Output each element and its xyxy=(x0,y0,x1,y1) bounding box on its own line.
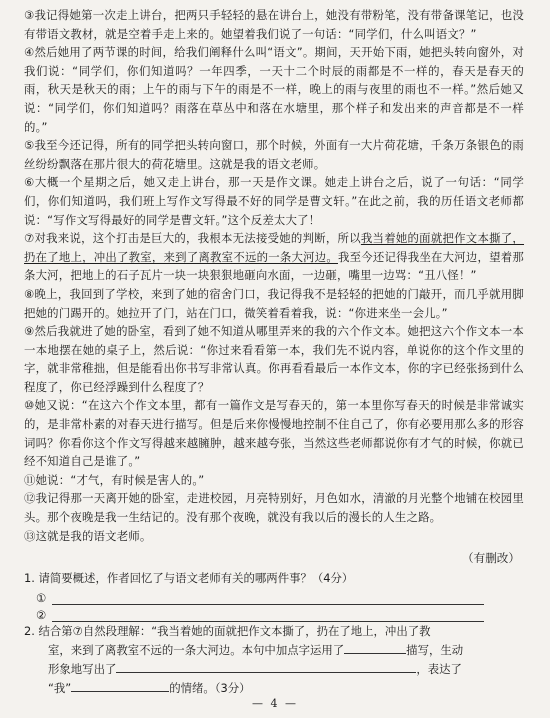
q2-blank-image[interactable] xyxy=(116,660,416,673)
paragraph-7-intro: ⑦对我来说，这个打击是巨大的，我根本无法接受她的判断，所以 xyxy=(24,231,361,246)
answer-blank-1[interactable] xyxy=(52,592,484,605)
answer-line-2[interactable] xyxy=(36,605,524,622)
paragraph-7 xyxy=(24,229,524,285)
paragraph-10: ⑩她又说：“在这六个作文本里，都有一篇作文是写春天的，第一本里你写春天的时候是非常诚实的，是非常朴素的对春天进行描写。但是后来你慢慢地控制不住自己了，你有必要用那么多的形容词吗？你看你这个作文写得越来越臃肿，越来越夸张，当然这些老师都说你有才气的时候，你就已经不知道自己是谁了。” xyxy=(24,398,524,469)
paragraph-8: ⑧晚上，我回到了学校，来到了她的宿舍门口，我记得我不是轻轻的把她的门敲开，而几乎就用脚把她的门踢开的。她拉开了门，站在门口，微笑着看着我，说：“你进来坐一会儿。” xyxy=(24,286,524,320)
answer-marker-1: ① xyxy=(36,591,47,606)
question-2-line-1: 2. 结合第⑦自然段理解：“我当着她的面就把作文本撕了，扔在了地上，冲出了教 xyxy=(24,624,431,639)
answer-line-1[interactable] xyxy=(36,588,524,605)
q2-text-a: 室，来到了离教室不远的一条大河边。本句中加点字运用了 xyxy=(48,643,345,658)
answer-blank-2[interactable] xyxy=(52,609,484,622)
page-number: — 4 — xyxy=(252,697,298,710)
paragraph-7-rest: 我至今还记得我坐在大河边，望着那条大河，把地上的石子瓦片一块一块狠狠地砸向水面，一边砸，嘴里一边骂：“丑八怪！” xyxy=(24,249,525,283)
q2-blank-emotion[interactable] xyxy=(71,679,169,692)
question-1: 1. 请简要概述，作者回忆了与语文老师有关的哪两件事？（4分） xyxy=(24,571,354,586)
paragraph-6: ⑥大概一个星期之后，她又走上讲台，那一天是作文课。她走上讲台之后，说了一句话：“同学们，你们知道吗，我们班上写作文写得最不好的同学是曹文轩。”在此之前，我的历任语文老师都说：“写作文写得最好的同学是曹文轩。”这个反差太大了！ xyxy=(24,175,524,227)
source-note: （有删改） xyxy=(462,551,520,566)
question-2-line-4 xyxy=(24,679,524,698)
paragraph-13: ⑬这就是我的语文老师。 xyxy=(24,528,152,543)
q2-text-f: 的情绪。（3分） xyxy=(169,681,251,696)
paragraph-9: ⑨然后我就进了她的卧室，看到了她不知道从哪里弄来的我的六个作文本。她把这六个作文本一本一本地摆在她的桌子上，然后说：“你过来看看第一本，我们先不说内容，单说你的这个作文里的字，就非常稚拙，但是能看出你书写非常认真。你再看看最后一本作文本，你的字已经张扬到什么程度了，你已经浮躁到什么程度了？ xyxy=(24,324,524,394)
question-2-line-2 xyxy=(24,641,524,660)
answer-marker-2: ② xyxy=(36,608,47,623)
q2-text-b: 描写，生动 xyxy=(406,643,464,658)
paragraph-11: ⑪她说：“才气，有时候是害人的。” xyxy=(24,472,205,487)
q2-text-e: “我” xyxy=(48,681,72,696)
q2-blank-description[interactable] xyxy=(344,641,406,654)
underlined-sentence: 我当着她的面就把作文本撕了，扔在了地上，冲出了教室，来到了离教室不远的一条大河边。 xyxy=(24,231,525,264)
paragraph-5: ⑤我至今还记得，所有的同学把头转向窗口，那个时候，外面有一大片荷花塘，千条万条银色的雨丝纷纷飘落在那片很大的荷花塘里。这就是我的语文老师。 xyxy=(24,138,524,171)
paragraph-12: ⑫我记得那一天离开她的卧室，走进校园，月亮特别好，月色如水，清澈的月光整个地铺在校园里头。那个夜晚是我一生结记的。没有那个夜晚，就没有我以后的漫长的人生之路。 xyxy=(24,491,524,525)
q2-text-c: 形象地写出了 xyxy=(48,662,117,677)
paragraph-4: ④然后她用了两节课的时间，给我们阐释什么叫“语文”。期间，天开始下雨，她把头转向窗外，对我们说：“同学们，你们知道吗？一年四季，一天十二个时辰的雨都是不一样的，春天是春天的雨，秋天是秋天的雨；上午的雨与下午的雨是不一样，晚上的雨与夜里的雨也不一样。”然后她又说：“同学们，你们知道吗？雨落在草丛中和落在水塘里，那个样子和发出来的声音都是不一样的。” xyxy=(24,45,524,134)
paragraph-3: ③我记得她第一次走上讲台，把两只手轻轻的悬在讲台上，她没有带粉笔，没有带备课笔记，也没有带语文教材，就是空着手走上来的。她望着我们说了一句话：“同学们，什么叫语文？” xyxy=(24,8,524,41)
q2-text-d: ，表达了 xyxy=(416,662,462,677)
question-2-line-3 xyxy=(24,660,524,679)
